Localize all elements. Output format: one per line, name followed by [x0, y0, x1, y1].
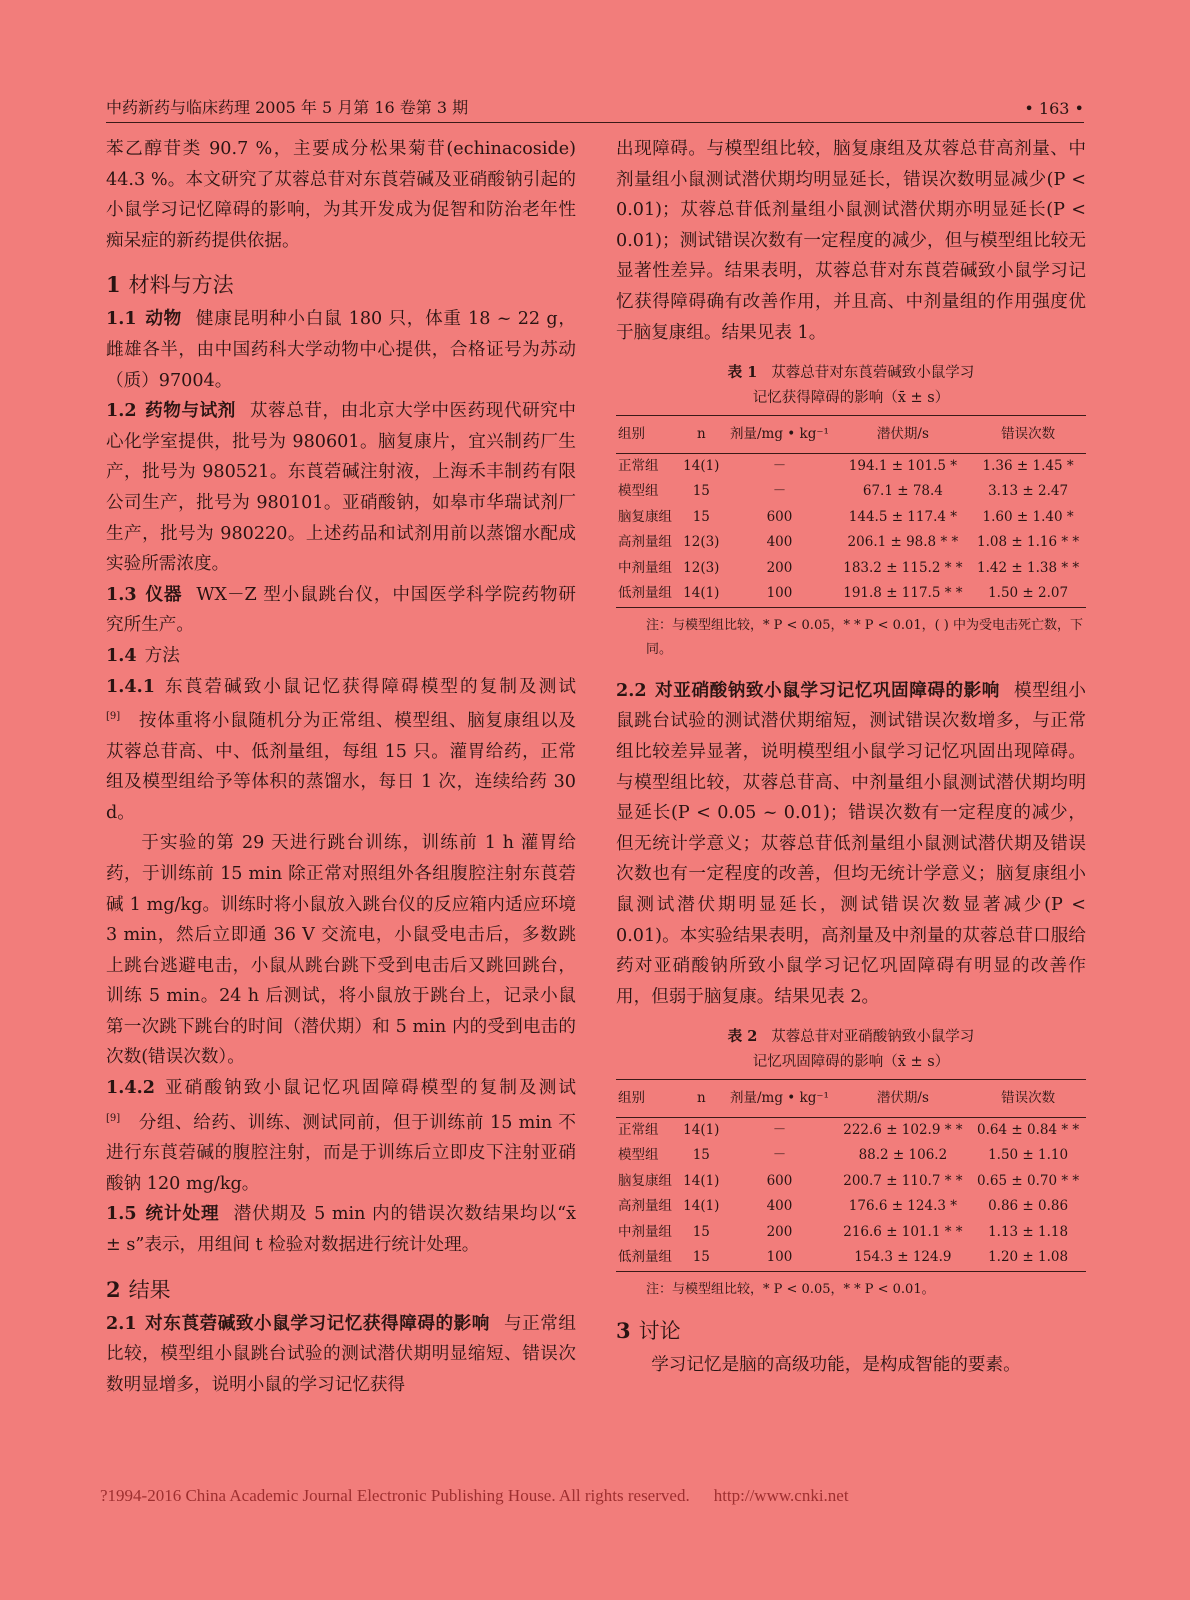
table-row — [616, 1245, 1086, 1271]
page-number: • 163 • — [1024, 99, 1084, 118]
cell-errors: 3.13 ± 2.47 — [988, 483, 1069, 500]
cell-latency: 206.1 ± 98.8 * * — [847, 534, 959, 551]
citation-ref: [9] — [106, 711, 121, 723]
table-2 — [616, 1079, 1086, 1272]
table-title-line1: 苁蓉总苷对亚硝酸钠致小鼠学习 — [771, 1029, 975, 1046]
section-2-2 — [616, 676, 1086, 1013]
subsection-number: 1.2 — [106, 400, 137, 422]
table-row — [616, 1117, 1086, 1143]
subsection-text: 潜伏期及 5 min 内的错误次数结果均以“x̄ ± s”表示，用组间 t 检验对数据进行统计处理。 — [106, 1204, 576, 1255]
subsection-text: 分组、给药、训练、测试同前，但于训练前 15 min 不进行东莨菪碱的腹腔注射，而是于训练后立即皮下注射亚硝酸钠 120 mg/kg。 — [106, 1112, 577, 1194]
cell-latency: 216.6 ± 101.1 * * — [843, 1223, 963, 1240]
section-title: 讨论 — [638, 1318, 681, 1343]
cell-latency: 183.2 ± 115.2 * * — [843, 559, 963, 576]
section-1-5 — [106, 1199, 576, 1260]
cell-group: 正常组 — [618, 457, 659, 474]
cell-n: 15 — [692, 483, 710, 500]
cell-errors: 1.50 ± 2.07 — [988, 585, 1069, 602]
subsection-number: 2.2 — [616, 679, 647, 701]
subsection-title: 对亚硝酸钠致小鼠学习记忆巩固障碍的影响 — [654, 679, 1000, 701]
cell-n: 15 — [692, 1223, 710, 1240]
subsection-title: 东莨菪碱致小鼠记忆获得障碍模型的复制及测试 — [162, 676, 576, 697]
subsection-text: 健康昆明种小白鼠 180 只，体重 18 ~ 22 g，雌雄各半，由中国药科大学动物中心提供，合格证号为苏动（质）97004。 — [106, 309, 576, 391]
section-number: 1 — [106, 272, 121, 298]
cell-latency: 154.3 ± 124.9 — [854, 1249, 952, 1266]
cell-dose: 200 — [766, 559, 793, 576]
cell-dose: 600 — [766, 1172, 793, 1189]
cell-n: 14(1) — [683, 585, 720, 602]
cell-errors: 0.86 ± 0.86 — [988, 1198, 1069, 1215]
cell-latency: 200.7 ± 110.7 * * — [843, 1172, 963, 1189]
cell-dose: 400 — [766, 1198, 793, 1215]
cell-latency: 88.2 ± 106.2 — [858, 1147, 948, 1164]
cell-errors: 1.08 ± 1.16 * * — [977, 534, 1080, 551]
cell-n: 12(3) — [683, 559, 720, 576]
subsection-number: 1.3 — [106, 583, 137, 605]
copyright-footer — [100, 1486, 849, 1506]
table-row — [616, 1143, 1086, 1169]
intro-paragraph: 苯乙醇苷类 90.7 %，主要成分松果菊苷(echinacoside) 44.3 %。本文研究了苁蓉总苷对东莨菪碱及亚硝酸钠引起的小鼠学习记忆障碍的影响，为其开发成为促智和防治老年性痴呆症的新药提供依据。 — [106, 139, 576, 251]
cell-group: 脑复康组 — [618, 1172, 672, 1189]
cell-n: 14(1) — [683, 1198, 720, 1215]
cell-group: 高剂量组 — [618, 1198, 672, 1215]
section-1-3 — [106, 580, 576, 641]
cell-errors: 1.42 ± 1.38 * * — [977, 559, 1080, 576]
cell-group: 脑复康组 — [618, 508, 672, 525]
section-number: 3 — [616, 1317, 631, 1343]
header-group: 组别 — [618, 1090, 645, 1107]
cell-n: 14(1) — [683, 1121, 720, 1138]
copyright-text: ?1994-2016 China Academic Journal Electronic Publishing House. All rights reserved. — [100, 1486, 690, 1505]
section-2-heading — [106, 1273, 576, 1307]
cell-errors: 0.64 ± 0.84 * * — [977, 1121, 1080, 1138]
subsection-title: 动物 — [144, 308, 182, 330]
cell-dose: － — [772, 1147, 787, 1164]
subsection-number: 1.1 — [106, 308, 137, 330]
section-title: 材料与方法 — [128, 273, 234, 298]
table-2-note: 注：与模型组比较，* P < 0.05，* * P < 0.01。 — [646, 1281, 935, 1297]
header-errors: 错误次数 — [1001, 1090, 1056, 1107]
cell-errors: 1.20 ± 1.08 — [988, 1249, 1069, 1266]
table-title-line1: 苁蓉总苷对东莨菪碱致小鼠学习 — [771, 365, 975, 382]
subsection-number: 2.1 — [106, 1312, 137, 1334]
cell-group: 中剂量组 — [618, 1223, 672, 1240]
cell-n: 15 — [692, 1249, 710, 1266]
cell-dose: － — [772, 483, 787, 500]
section-1-heading — [106, 268, 576, 302]
table-title-line2: 记忆获得障碍的影响（x̄ ± s） — [752, 390, 950, 407]
cell-errors: 1.50 ± 1.10 — [988, 1147, 1069, 1164]
header-group: 组别 — [618, 426, 645, 443]
cell-latency: 191.8 ± 117.5 * * — [843, 585, 963, 602]
table-1-caption — [616, 360, 1086, 411]
header-n: n — [696, 1090, 706, 1107]
table-number: 表 1 — [727, 364, 758, 382]
cell-dose: 400 — [766, 534, 793, 551]
table-row — [616, 479, 1086, 505]
citation-ref: [9] — [106, 1112, 121, 1124]
subsection-title: 统计处理 — [144, 1203, 220, 1225]
section-1-1 — [106, 304, 576, 396]
subsection-text: 与正常组比较，模型组小鼠跳台试验的测试潜伏期明显缩短、错误次数明显增多，说明小鼠的学习记忆获得 — [106, 1313, 576, 1395]
cell-group: 模型组 — [618, 483, 659, 500]
subsection-number: 1.4.1 — [106, 675, 155, 697]
cell-group: 模型组 — [618, 1147, 659, 1164]
cell-latency: 67.1 ± 78.4 — [862, 483, 943, 500]
table-row — [616, 505, 1086, 531]
table-title-line2: 记忆巩固障碍的影响（x̄ ± s） — [752, 1054, 950, 1071]
header-latency: 潜伏期/s — [876, 426, 929, 443]
table-2-caption — [616, 1024, 1086, 1075]
section-3-text: 学习记忆是脑的高级功能，是构成智能的要素。 — [651, 1354, 1021, 1375]
table-row — [616, 453, 1086, 479]
table-1-note: 注：与模型组比较，* P < 0.05，* * P < 0.01，( ) 中为受电击死亡数，下同。 — [646, 617, 1084, 657]
table-1 — [616, 415, 1086, 608]
cell-errors: 1.13 ± 1.18 — [988, 1223, 1069, 1240]
table-row — [616, 1194, 1086, 1220]
cnki-link[interactable]: http://www.cnki.net — [713, 1486, 849, 1505]
section-number: 2 — [106, 1276, 121, 1302]
running-header — [106, 94, 1084, 123]
header-dose: 剂量/mg • kg⁻¹ — [730, 426, 829, 443]
subsection-number: 1.4 — [106, 644, 137, 666]
table-number: 表 2 — [727, 1028, 758, 1046]
cell-latency: 194.1 ± 101.5 * — [848, 457, 957, 474]
cell-dose: 100 — [766, 1249, 793, 1266]
cell-dose: － — [772, 457, 787, 474]
cell-errors: 1.60 ± 1.40 * — [982, 508, 1074, 525]
header-latency: 潜伏期/s — [876, 1090, 929, 1107]
cell-n: 15 — [692, 1147, 710, 1164]
subsection-number: 1.5 — [106, 1203, 137, 1225]
subsection-title: 亚硝酸钠致小鼠记忆巩固障碍模型的复制及测试 — [162, 1078, 576, 1099]
subsection-title: 药物与试剂 — [144, 400, 236, 422]
table-header-row — [616, 416, 1086, 454]
subsection-title: 方法 — [144, 645, 180, 666]
cell-group: 正常组 — [618, 1121, 659, 1138]
cell-n: 14(1) — [683, 457, 720, 474]
subsection-text: 苁蓉总苷，由北京大学中医药现代研究中心化学室提供，批号为 980601。脑复康片，宜兴制药厂生产，批号为 980521。东莨菪碱注射液，上海禾丰制药有限公司生产，批号为 980101。亚硝酸钠，如皋市华瑞试剂厂生产，批号为 980220。上述药品和试剂用前以蒸馏水配成实验所需浓度。 — [106, 401, 576, 575]
subsection-title: 对东莨菪碱致小鼠学习记忆获得障碍的影响 — [144, 1312, 490, 1334]
cell-dose: 200 — [766, 1223, 793, 1240]
table-row — [616, 530, 1086, 556]
cell-n: 12(3) — [683, 534, 720, 551]
cell-dose: 100 — [766, 585, 793, 602]
cell-dose: － — [772, 1121, 787, 1138]
cell-group: 高剂量组 — [618, 534, 672, 551]
table-row — [616, 581, 1086, 607]
section-1-4-2 — [106, 1073, 576, 1199]
section-1-4-1 — [106, 672, 576, 829]
subsection-text: WX－Z 型小鼠跳台仪，中国医学科学院药物研究所生产。 — [106, 584, 576, 636]
cell-latency: 222.6 ± 102.9 * * — [843, 1121, 963, 1138]
subsection-text: 按体重将小鼠随机分为正常组、模型组、脑复康组以及苁蓉总苷高、中、低剂量组，每组 15 只。灌胃给药，正常组及模型组给予等体积的蒸馏水，每日 1 次，连续给药 30 d。 — [106, 710, 576, 823]
cell-errors: 0.65 ± 0.70 * * — [977, 1172, 1080, 1189]
section-1-4-1-para2: 于实验的第 29 天进行跳台训练，训练前 1 h 灌胃给药，于训练前 15 min 除正常对照组外各组腹腔注射东莨菪碱 1 mg/kg。训练时将小鼠放入跳台仪的反应箱内适应环境 3 min，然后立即通 36 V 交流电，小鼠受电击后，多数跳上跳台逃避电击，小鼠从跳台跳下受到电击后又跳回跳台，训练 5 min。24 h 后测试，将小鼠放于跳台上，记录小鼠第一次跳下跳台的时间（潜伏期）和 5 min 内的受到电击的次数(错误次数）。 — [106, 833, 576, 1068]
section-1-2 — [106, 396, 576, 580]
cell-group: 低剂量组 — [618, 585, 672, 602]
section-title: 结果 — [128, 1277, 171, 1302]
cell-group: 低剂量组 — [618, 1249, 672, 1266]
cell-latency: 144.5 ± 117.4 * — [848, 508, 957, 525]
header-dose: 剂量/mg • kg⁻¹ — [730, 1090, 829, 1107]
journal-title: 中药新药与临床药理 2005 年 5 月第 16 卷第 3 期 — [106, 98, 469, 117]
table-row — [616, 556, 1086, 582]
table-row — [616, 1169, 1086, 1195]
cell-errors: 1.36 ± 1.45 * — [982, 457, 1074, 474]
cell-latency: 176.6 ± 124.3 * — [848, 1198, 957, 1215]
cell-n: 15 — [692, 508, 710, 525]
table-row — [616, 1220, 1086, 1246]
cell-dose: 600 — [766, 508, 793, 525]
section-1-4 — [106, 641, 576, 672]
table-header-row — [616, 1080, 1086, 1118]
section-3-heading — [616, 1314, 1086, 1348]
subsection-title: 仪器 — [144, 583, 183, 605]
header-n: n — [696, 426, 706, 443]
cell-n: 14(1) — [683, 1172, 720, 1189]
right-column — [616, 134, 1086, 1380]
section-2-1-continued: 出现障碍。与模型组比较，脑复康组及苁蓉总苷高剂量、中剂量组小鼠测试潜伏期均明显延长，错误次数明显减少(P < 0.01)；苁蓉总苷低剂量组小鼠测试潜伏期亦明显延长(P < 0.01)；测试错误次数有一定程度的减少，但与模型组比较无显著性差异。结果表明，苁蓉总苷对东莨菪碱致小鼠学习记忆获得障碍确有改善作用，并且高、中剂量组的作用强度优于脑复康组。结果见表 1。 — [616, 139, 1086, 343]
cell-group: 中剂量组 — [618, 559, 672, 576]
subsection-number: 1.4.2 — [106, 1077, 155, 1099]
subsection-text: 模型组小鼠跳台试验的测试潜伏期缩短，测试错误次数增多，与正常组比较差异显著，说明模型组小鼠学习记忆巩固出现障碍。与模型组比较，苁蓉总苷高、中剂量组小鼠测试潜伏期均明显延长(P < 0.05 ~ 0.01)；错误次数有一定程度的减少，但无统计学意义；苁蓉总苷低剂量组小鼠测试潜伏期及错误次数也有一定程度的改善，但均无统计学意义；脑复康组小鼠测试潜伏期明显延长，测试错误次数显著减少(P < 0.01)。本实验结果表明，高剂量及中剂量的苁蓉总苷口服给药对亚硝酸钠所致小鼠学习记忆巩固障碍有明显的改善作用，但弱于脑复康。结果见表 2。 — [616, 680, 1086, 1007]
section-2-1 — [106, 1309, 576, 1401]
left-column — [106, 134, 576, 1400]
header-errors: 错误次数 — [1001, 426, 1056, 443]
